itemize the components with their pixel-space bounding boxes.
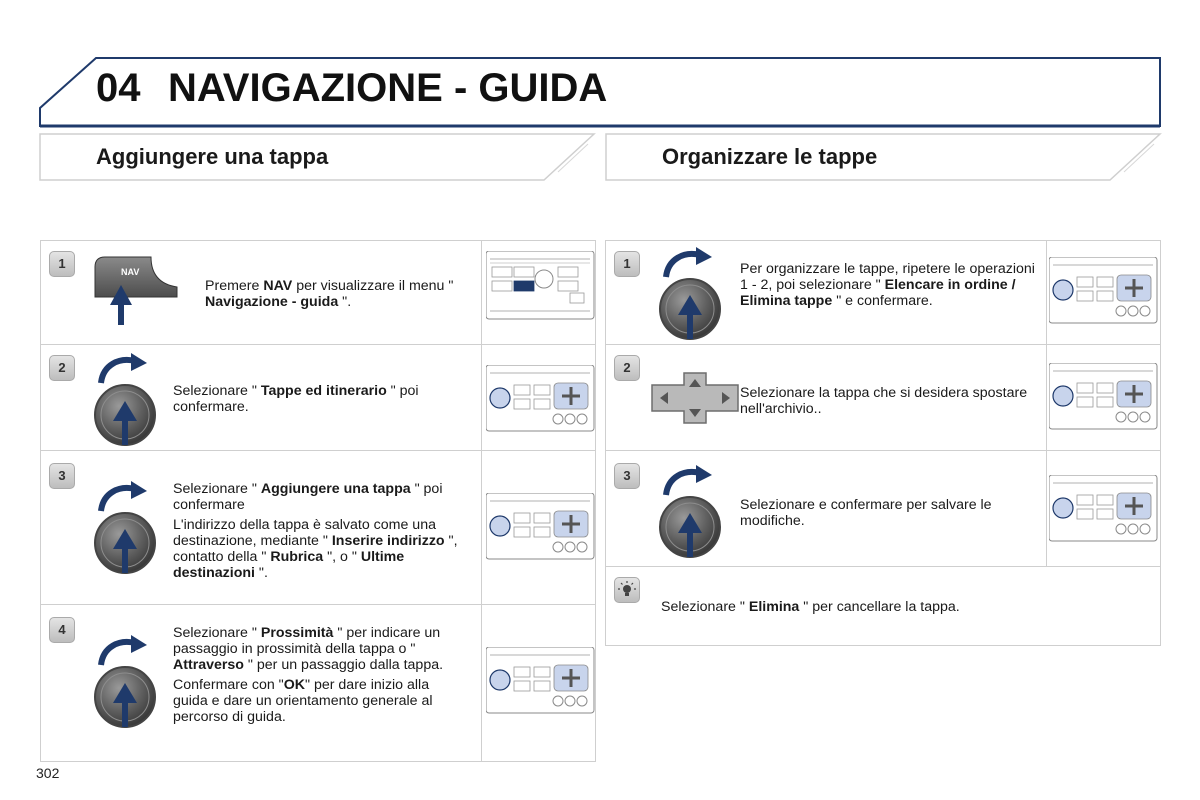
step-row-2 [41,345,595,451]
chapter-title: NAVIGAZIONE - GUIDA [168,66,608,110]
directional-pad-icon [646,369,746,429]
step-row-3 [41,451,595,605]
console-thumbnail-icon [486,493,596,563]
step-badge: 1 [49,251,75,277]
step-row-3 [606,451,1160,567]
page-number: 302 [36,765,60,781]
rotary-knob-icon [93,479,163,579]
step-text: Per organizzare le tappe, ripetere le operazioni 1 - 2, poi selezionare " Elencare in ordine / Elimina tappe " e confermare. [740,261,1035,309]
step-row-1 [606,241,1160,345]
step-badge: 1 [614,251,640,277]
console-thumbnail-icon [486,647,596,717]
add-stop-panel [40,240,596,762]
section-header-left [38,132,598,182]
organize-stops-panel [605,240,1161,646]
step-text: Premere NAV per visualizzare il menu " Navigazione - guida ". [205,278,454,310]
console-thumbnail-icon [1049,363,1159,433]
step-text: Selezionare la tappa che si desidera spostare nell'archivio.. [740,385,1028,417]
step-badge: 2 [49,355,75,381]
console-thumbnail-icon [486,365,596,435]
section-title-organize-stops: Organizzare le tappe [662,144,878,169]
rotary-knob-icon [93,633,163,733]
console-thumbnail [1046,241,1160,344]
section-header-right [604,132,1164,182]
step-badge: 3 [614,463,640,489]
step-row-4 [41,605,595,761]
rotary-knob-icon [93,351,163,451]
console-thumbnail [1046,345,1160,450]
console-thumbnail-icon [1049,257,1159,327]
section-title-add-stop: Aggiungere una tappa [96,144,329,169]
step-text: Selezionare e confermare per salvare le modifiche. [740,497,992,529]
step-row-2 [606,345,1160,451]
step-badge: 2 [614,355,640,381]
lightbulb-badge [614,577,640,603]
step-badge: 3 [49,463,75,489]
console-thumbnail [481,241,595,344]
console-thumbnail [481,345,595,450]
step-badge: 4 [49,617,75,643]
tip-row [606,567,1160,645]
console-thumbnail [481,451,595,604]
rotary-knob-icon [658,245,728,345]
chapter-number: 04 [96,66,141,110]
step-text: Selezionare " Aggiungere una tappa " poi confermare L'indirizzo della tappa è salvato come una destinazione, mediante " Inserire indirizzo ", contatto della " Rubrica ", o " Ultime destinazioni ". [173,481,458,581]
lightbulb-icon [618,581,636,599]
console-thumbnail [1046,451,1160,566]
rotary-knob-icon [658,463,728,563]
nav-button-label: NAV [121,267,140,277]
step-text: Selezionare " Prossimità " per indicare un passaggio in prossimità della tappa o " Attraverso " per un passaggio dalla tappa. Confermare con "OK" per dare inizio alla guida e dare un orientamento generale al percorso di guida. [173,625,444,725]
console-thumbnail [481,605,595,761]
console-thumbnail-icon [486,251,596,331]
step-text: Selezionare " Tappe ed itinerario " poi confermare. [173,383,419,415]
tip-text: Selezionare " Elimina " per cancellare la tappa. [661,599,960,615]
step-row-1 [41,241,595,345]
nav-button-icon [91,253,181,333]
console-thumbnail-icon [1049,475,1159,545]
chapter-header [38,56,1162,128]
